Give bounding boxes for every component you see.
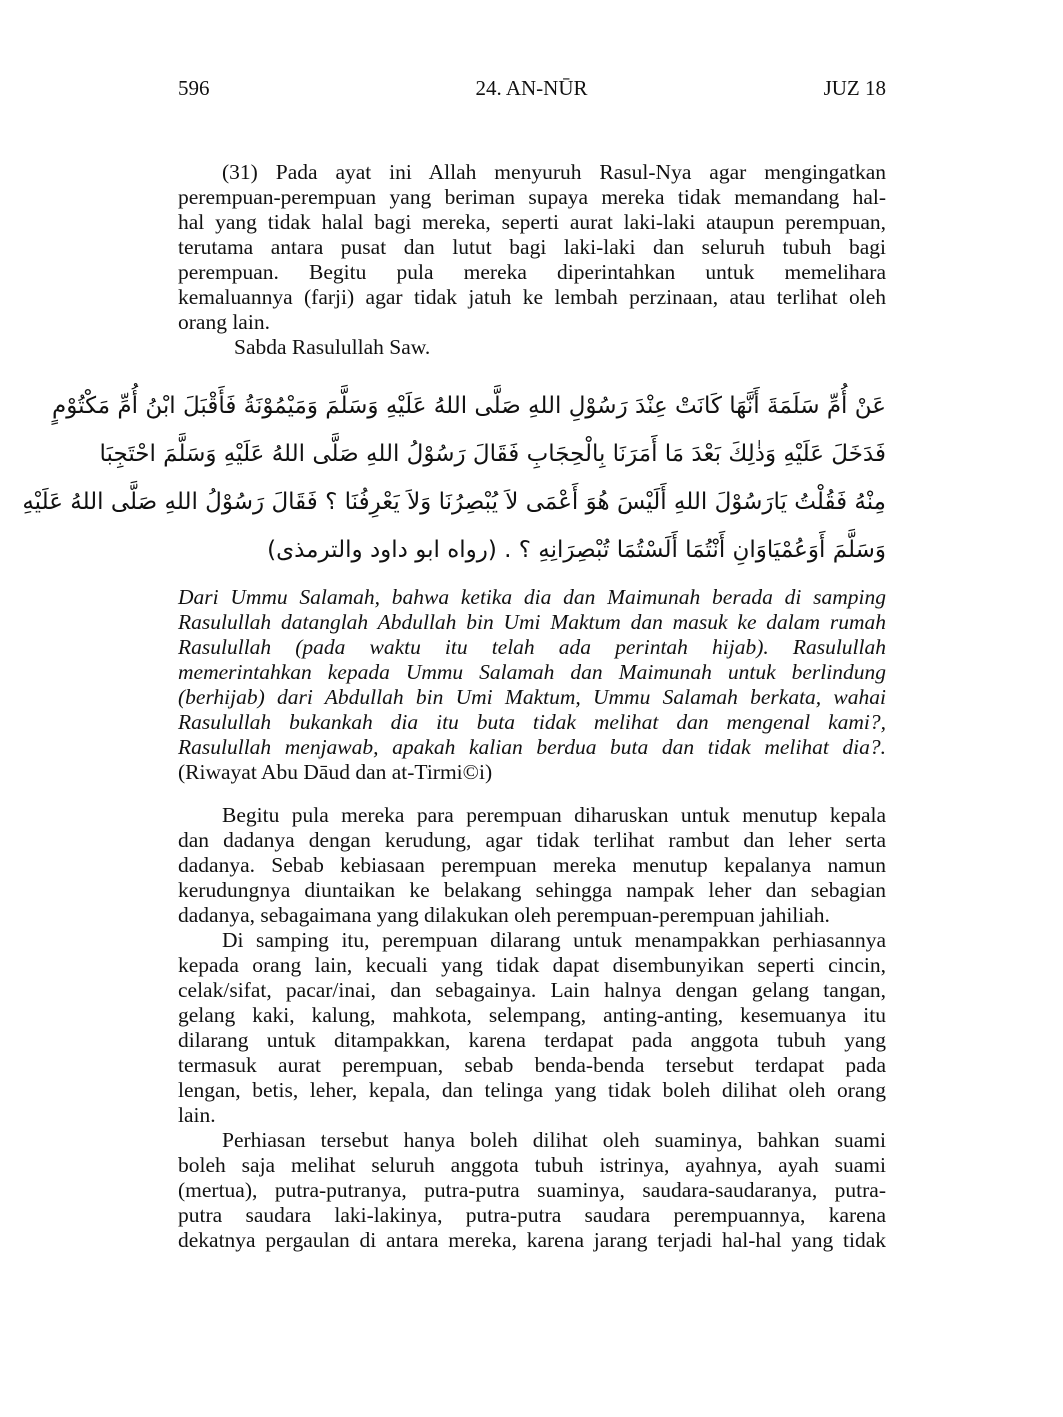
paragraph-4: [178, 1128, 886, 1253]
text-line: Rasulullah (pada waktu itu telah ada perintah hijab). Rasulullah: [178, 635, 886, 659]
text-line: dilarang untuk ditampakkan, karena terdapat pada anggota tubuh yang: [178, 1028, 886, 1052]
hadith-translation: [178, 585, 886, 760]
paragraph-3: [178, 928, 886, 1128]
text-line: lengan, betis, leher, kepala, dan telinga yang tidak boleh dilihat oleh orang: [178, 1078, 886, 1102]
text-line: kemaluannya (farji) agar tidak jatuh ke lembah perzinaan, atau terlihat oleh: [178, 285, 886, 309]
text-line: putra saudara laki-lakinya, putra-putra saudara perempuannya, karena: [178, 1203, 886, 1227]
text-line: terutama antara pusat dan lutut bagi laki-laki dan seluruh tubuh bagi: [178, 235, 886, 259]
text-line: boleh saja melihat seluruh anggota tubuh istrinya, ayahnya, ayah suami: [178, 1153, 886, 1177]
text-line: hal yang tidak halal bagi mereka, seperti aurat laki-laki ataupun perempuan,: [178, 210, 886, 234]
text-line: مِنْهُ فَقُلْتُ يَارَسُوْلَ اللهِ أَلَيْسَ هُوَ أَعْمَى لاَ يُبْصِرُنَا وَلاَ يَعْرِفُنَا ؟ فَقَالَ رَسُوْلُ اللهِ صَلَّى اللهُ عَلَيْهِ: [22, 489, 886, 515]
text-line: Rasulullah menjawab, apakah kalian berdua buta dan tidak melihat dia?.: [178, 735, 886, 759]
text-line: perempuan. Begitu pula mereka diperintahkan untuk memelihara: [178, 260, 886, 284]
text-line: (mertua), putra-putranya, putra-putra suaminya, saudara-saudaranya, putra-: [178, 1178, 886, 1202]
text-line: Dari Ummu Salamah, bahwa ketika dia dan Maimunah berada di samping: [178, 585, 886, 609]
text-line: orang lain.: [178, 310, 270, 334]
text-line: perempuan-perempuan yang beriman supaya mereka tidak memandang hal-: [178, 185, 886, 209]
text-line: (berhijab) dari Abdullah bin Umi Maktum, Ummu Salamah berkata, wahai: [178, 685, 886, 709]
text-line: عَنْ أُمِّ سَلَمَةَ أَنَّهَا كَانَتْ عِنْدَ رَسُوْلِ اللهِ صَلَّى اللهُ عَلَيْهِ وَسَلَّمَ وَمَيْمُوْنَةُ فَأَقْبَلَ ابْنُ أُمِّ مَكْتُوْمٍ: [52, 393, 886, 419]
sabda-label: Sabda Rasulullah Saw.: [234, 335, 431, 359]
text-line: kepada orang lain, kecuali yang tidak dapat disembunyikan seperti cincin,: [178, 953, 886, 977]
text-line: gelang kaki, kalung, mahkota, selempang, anting-anting, kesemuanya itu: [178, 1003, 886, 1027]
text-line: dadanya. Sebab kebiasaan perempuan mereka menutup kepalanya namun: [178, 853, 886, 877]
sabda-line: [178, 335, 886, 360]
text-line: فَدَخَلَ عَلَيْهِ وَذٰلِكَ بَعْدَ مَا أَمَرَنَا بِالْحِجَابِ فَقَالَ رَسُوْلُ اللهِ صَلَّى اللهُ عَلَيْهِ وَسَلَّمَ احْتَجِبَا: [99, 441, 886, 467]
text-line: Di samping itu, perempuan dilarang untuk menampakkan perhiasannya: [222, 928, 886, 952]
text-line: Rasulullah datanglah Abdullah bin Umi Maktum dan masuk ke dalam rumah: [178, 610, 886, 634]
paragraph-2: [178, 803, 886, 928]
text-line: dadanya, sebagaimana yang dilakukan oleh perempuan-perempuan jahiliah.: [178, 903, 830, 927]
text-line: lain.: [178, 1103, 216, 1127]
juz-label: JUZ 18: [823, 76, 886, 100]
hadith-source: [178, 760, 886, 785]
text-line: memerintahkan kepada Ummu Salamah dan Maimunah untuk berlindung: [178, 660, 886, 684]
text-line: celak/sifat, pacar/inai, dan sebagainya. Lain halnya dengan gelang tangan,: [178, 978, 886, 1002]
hadith-arabic: [22, 382, 886, 574]
text-line: Begitu pula mereka para perempuan diharuskan untuk menutup kepala: [222, 803, 886, 827]
text-line: dekatnya pergaulan di antara mereka, karena jarang terjadi hal-hal yang tidak: [178, 1228, 886, 1252]
text-line: kerudungnya diuntaikan ke belakang sehingga nampak leher dan sebagian: [178, 878, 886, 902]
text-line: وَسَلَّمَ أَوَعُمْيَاوَانِ أَنْتُمَا أَلَسْتُمَا تُبْصِرَانِهِ ؟ . (رواه ابو داود والترمذى): [267, 537, 886, 563]
text-line: termasuk aurat perempuan, sebab benda-benda tersebut terdapat pada: [178, 1053, 886, 1077]
text-line: dan dadanya dengan kerudung, agar tidak terlihat rambut dan leher serta: [178, 828, 886, 852]
chapter-title: 24. AN-NŪR: [475, 76, 588, 100]
text-line: Rasulullah bukankah dia itu buta tidak melihat dan mengenal kami?,: [178, 710, 886, 734]
paragraph-31: [178, 160, 886, 335]
text-line: Perhiasan tersebut hanya boleh dilihat oleh suaminya, bahkan suami: [222, 1128, 886, 1152]
text-line: (31) Pada ayat ini Allah menyuruh Rasul-Nya agar mengingatkan: [222, 160, 886, 184]
page-number: 596: [178, 76, 210, 100]
hadith-source-text: (Riwayat Abu Dāud dan at-Tirmi©i): [178, 760, 493, 784]
